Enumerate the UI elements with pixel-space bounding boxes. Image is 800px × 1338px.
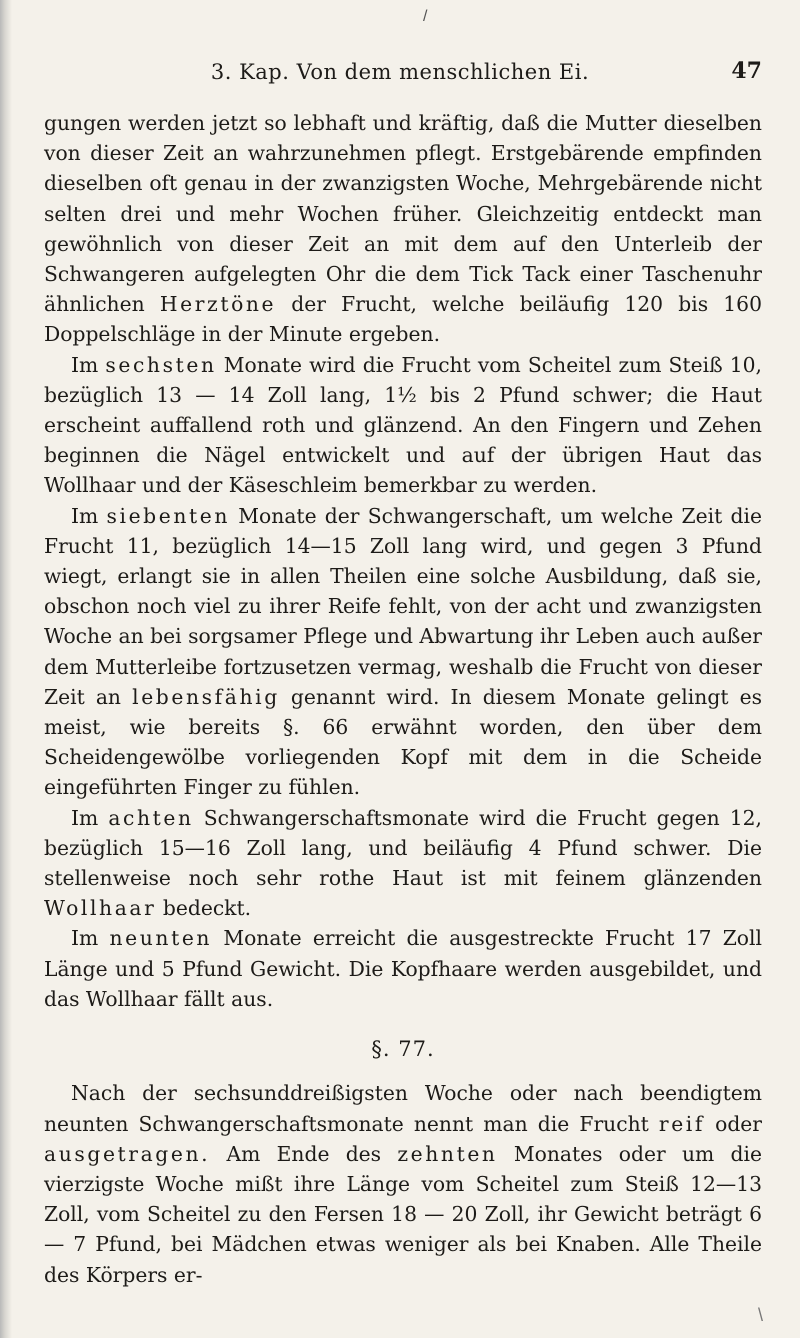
emphasis-ausgetragen: ausgetragen. xyxy=(44,1141,211,1166)
page-number: 47 xyxy=(731,58,762,84)
section-heading: §. 77. xyxy=(371,1037,435,1062)
paragraph-seventh-month: Im siebenten Monate der Schwangerschaft, um welche Zeit die Frucht 11, bezüglich 14—15 Zoll lang wird, und gegen 3 Pfund wiegt, erlangt sie in allen Theilen eine solche Ausbildung, daß sie, obschon noch viel zu ihrer Reife fehlt, von der acht und zwanzigsten Woche an bei sorgsamer Pflege und Abwartung ihr Leben auch außer dem Mutterleibe fortzusetzen vermag, weshalb die Frucht von dieser Zeit an lebensfähig genannt wird. In diesem Monate gelingt es meist, wie bereits §. 66 erwähnt worden, den über dem Scheidengewölbe vorliegenden Kopf mit dem in die Scheide eingeführten Finger zu fühlen. xyxy=(44,503,762,800)
paragraph-continuation: gungen werden jetzt so lebhaft und kräftig, daß die Mutter dieselben von dieser Zeit an wahrzunehmen pflegt. Erstgebärende empfinden dieselben oft genau in der zwanzigsten Woche, Mehrgebärende nicht selten drei und mehr Wochen früher. Gleichzeitig entdeckt man gewöhnlich von dieser Zeit an mit dem auf den Unterleib der Schwangeren aufgelegten Ohr die dem Tick Tack einer Taschenuhr ähnlichen Herztöne der Frucht, welche beiläufig 120 bis 160 Doppelschläge in der Minute ergeben. xyxy=(44,111,762,347)
paragraph-sixth-month: Im sechsten Monate wird die Frucht vom Scheitel zum Steiß 10, bezüglich 13 — 14 Zoll lang, 1½ bis 2 Pfund schwer; die Haut erscheint auffallend roth und glänzend. An den Fingern und Zehen beginnen die Nägel entwickelt und auf der übrigen Haut das Wollhaar und der Käseschleim bemerkbar zu werden. xyxy=(44,352,762,498)
bottom-margin-mark: \ xyxy=(758,1305,764,1325)
emphasis-achten: achten xyxy=(108,805,194,830)
paragraph-ninth-month: Im neunten Monate erreicht die ausgestreckte Frucht 17 Zoll Länge und 5 Pfund Gewicht. Die Kopfhaare werden ausgebildet, und das Wollhaar fällt aus. xyxy=(44,926,762,1011)
emphasis-neunten: neunten xyxy=(109,926,213,951)
paragraph-eighth-month: Im achten Schwangerschaftsmonate wird die Frucht gegen 12, bezüglich 15—16 Zoll lang, und beiläufig 4 Pfund schwer. Die stellenweise noch sehr rothe Haut ist mit feinem glänzenden Wollhaar bedeckt. xyxy=(44,805,762,921)
emphasis-herztoene: Herztöne xyxy=(159,292,277,317)
body-text xyxy=(44,108,762,1290)
paragraph-mature-fruit: Nach der sechsunddreißigsten Woche oder nach beendigtem neunten Schwangerschaftsmonate nennt man die Frucht reif oder ausgetragen. Am Ende des zehnten Monates oder um die vierzigste Woche mißt ihre Länge vom Scheitel zum Steiß 12—13 Zoll, vom Scheitel zu den Fersen 18 — 20 Zoll, ihr Gewicht beträgt 6 — 7 Pfund, bei Mädchen etwas weniger als bei Knaben. Alle Theile des Körpers er- xyxy=(44,1081,763,1287)
running-head: 3. Kap. Von dem menschlichen Ei. xyxy=(210,60,590,84)
emphasis-lebensfaehig: lebensfähig xyxy=(132,684,280,709)
emphasis-wollhaar: Wollhaar xyxy=(44,896,157,921)
page-edge-shadow xyxy=(0,0,12,1338)
top-margin-mark: / xyxy=(423,8,428,25)
emphasis-reif: reif xyxy=(658,1111,705,1136)
emphasis-siebenten: siebenten xyxy=(106,503,231,528)
emphasis-zehnten: zehnten xyxy=(397,1141,498,1166)
emphasis-sechsten: sechsten xyxy=(105,352,217,377)
page-header xyxy=(0,60,800,90)
